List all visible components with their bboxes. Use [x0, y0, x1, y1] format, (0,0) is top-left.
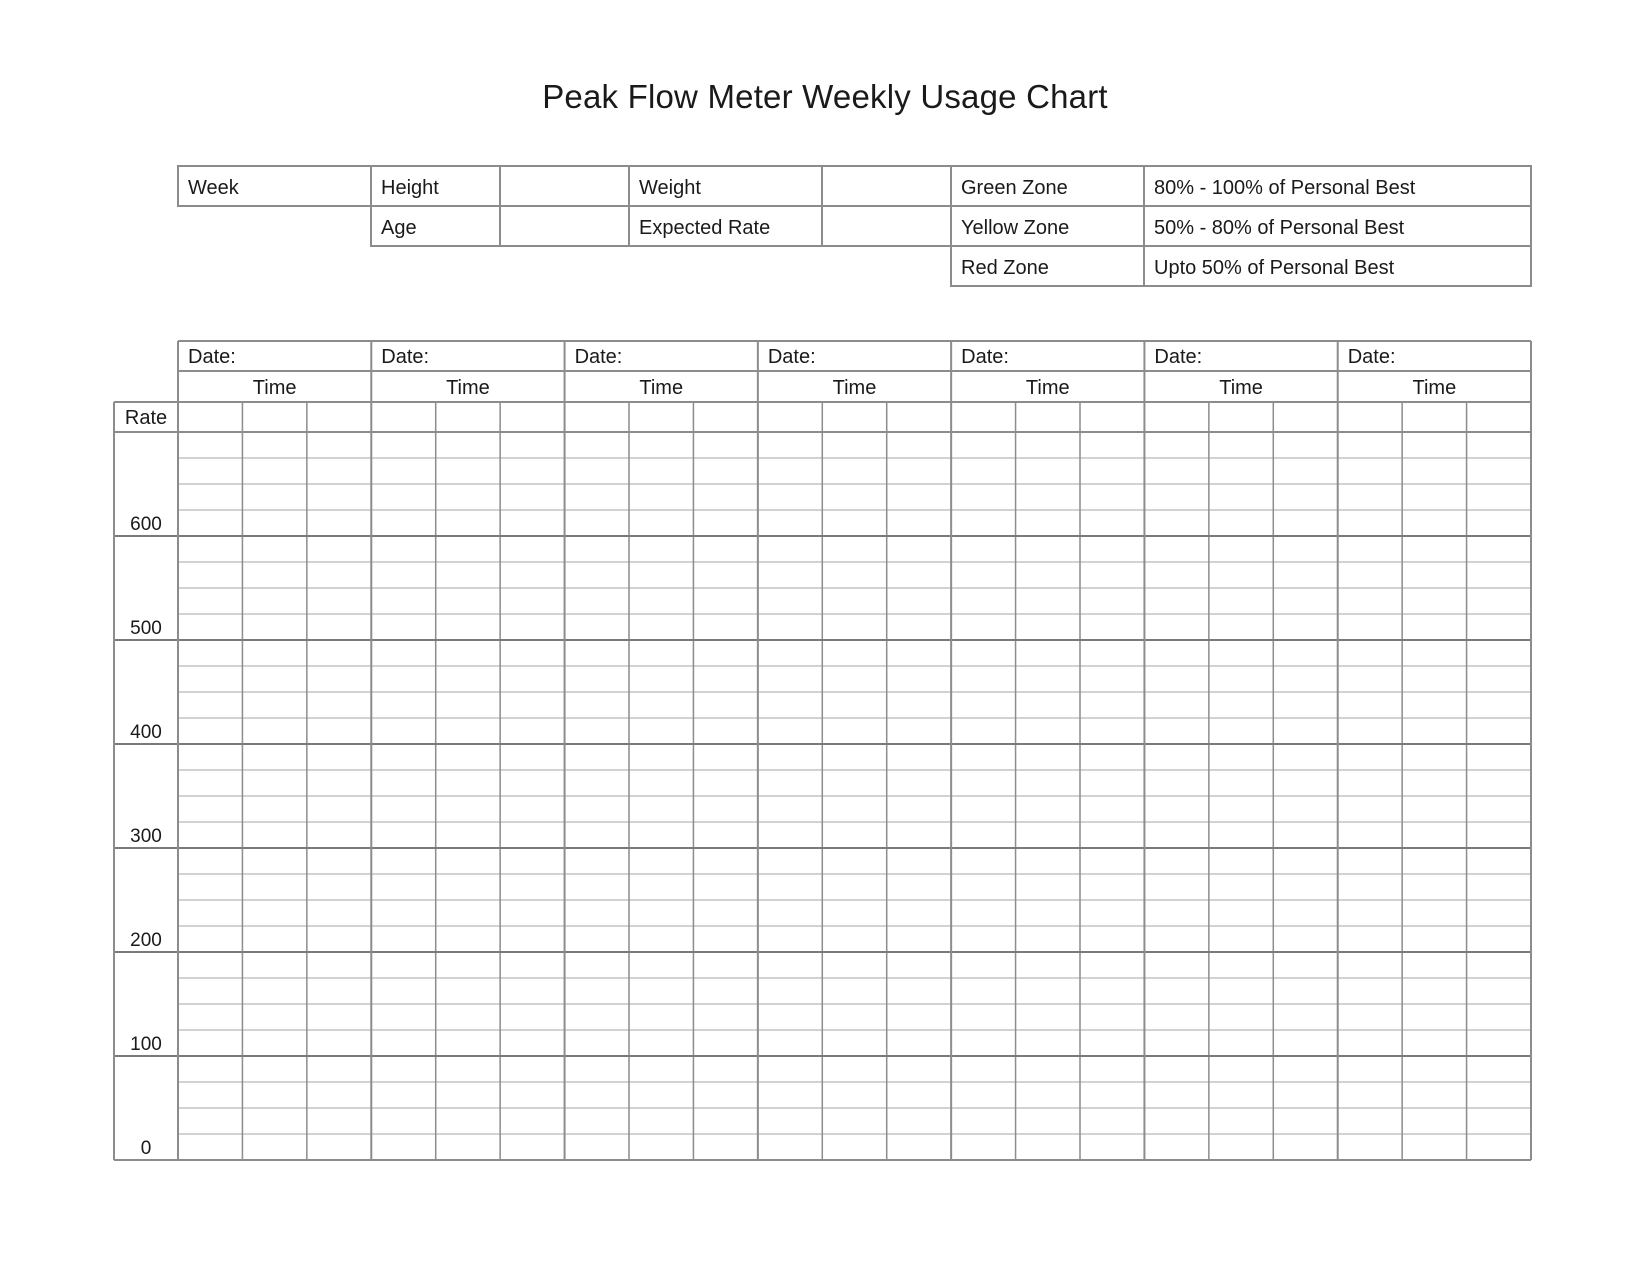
time-label: Time: [1025, 377, 1070, 399]
reading-time-cell[interactable]: [307, 402, 371, 432]
page-title: Peak Flow Meter Weekly Usage Chart: [542, 78, 1108, 115]
zone-name-yellow: Yellow Zone: [961, 217, 1070, 239]
week-label: Week: [188, 177, 239, 199]
date-label: Date:: [1154, 346, 1203, 368]
time-label: Time: [1412, 377, 1457, 399]
reading-time-cell[interactable]: [1338, 402, 1402, 432]
rate-scale-label: 600: [130, 514, 162, 535]
date-label: Date:: [574, 346, 623, 368]
rate-scale-label: 100: [130, 1034, 162, 1055]
reading-time-cell[interactable]: [1273, 402, 1337, 432]
zone-range-red: Upto 50% of Personal Best: [1154, 257, 1395, 279]
zone-name-green: Green Zone: [961, 177, 1068, 199]
reading-time-cell[interactable]: [1144, 402, 1208, 432]
reading-time-cell[interactable]: [887, 402, 951, 432]
reading-time-cell[interactable]: [178, 402, 242, 432]
reading-time-cell[interactable]: [242, 402, 306, 432]
reading-time-cell[interactable]: [565, 402, 629, 432]
reading-time-cell[interactable]: [1467, 402, 1531, 432]
reading-time-cell[interactable]: [693, 402, 757, 432]
date-label: Date:: [961, 346, 1009, 368]
reading-time-cell[interactable]: [822, 402, 886, 432]
height-label: Height: [381, 177, 439, 199]
rate-scale-label: 500: [130, 618, 162, 639]
date-label: Date:: [188, 346, 236, 368]
reading-time-cell[interactable]: [371, 402, 435, 432]
date-label: Date:: [767, 346, 816, 368]
rate-scale-label: 300: [130, 826, 162, 847]
date-label: Date:: [381, 346, 430, 368]
time-label: Time: [639, 377, 684, 399]
reading-time-cell[interactable]: [1080, 402, 1144, 432]
zone-range-yellow: 50% - 80% of Personal Best: [1154, 217, 1405, 239]
zone-name-red: Red Zone: [961, 257, 1049, 279]
reading-time-cell[interactable]: [1209, 402, 1273, 432]
date-label: Date:: [1347, 346, 1396, 368]
reading-time-cell[interactable]: [629, 402, 693, 432]
zone-range-green: 80% - 100% of Personal Best: [1154, 177, 1416, 199]
age-label: Age: [381, 217, 417, 239]
expected-rate-label: Expected Rate: [639, 217, 771, 239]
time-label: Time: [446, 377, 490, 399]
reading-time-cell[interactable]: [1016, 402, 1080, 432]
rate-scale-label: 0: [140, 1138, 152, 1159]
time-label: Time: [832, 377, 877, 399]
reading-time-cell[interactable]: [500, 402, 564, 432]
reading-time-cell[interactable]: [436, 402, 500, 432]
time-label: Time: [252, 377, 297, 399]
rate-scale-label: 200: [130, 930, 162, 951]
reading-time-cell[interactable]: [951, 402, 1015, 432]
rate-scale-label: 400: [130, 722, 162, 743]
time-label: Time: [1219, 377, 1263, 399]
reading-time-cell[interactable]: [1402, 402, 1466, 432]
weight-label: Weight: [639, 177, 701, 199]
rate-label: Rate: [124, 407, 168, 429]
reading-time-cell[interactable]: [758, 402, 822, 432]
